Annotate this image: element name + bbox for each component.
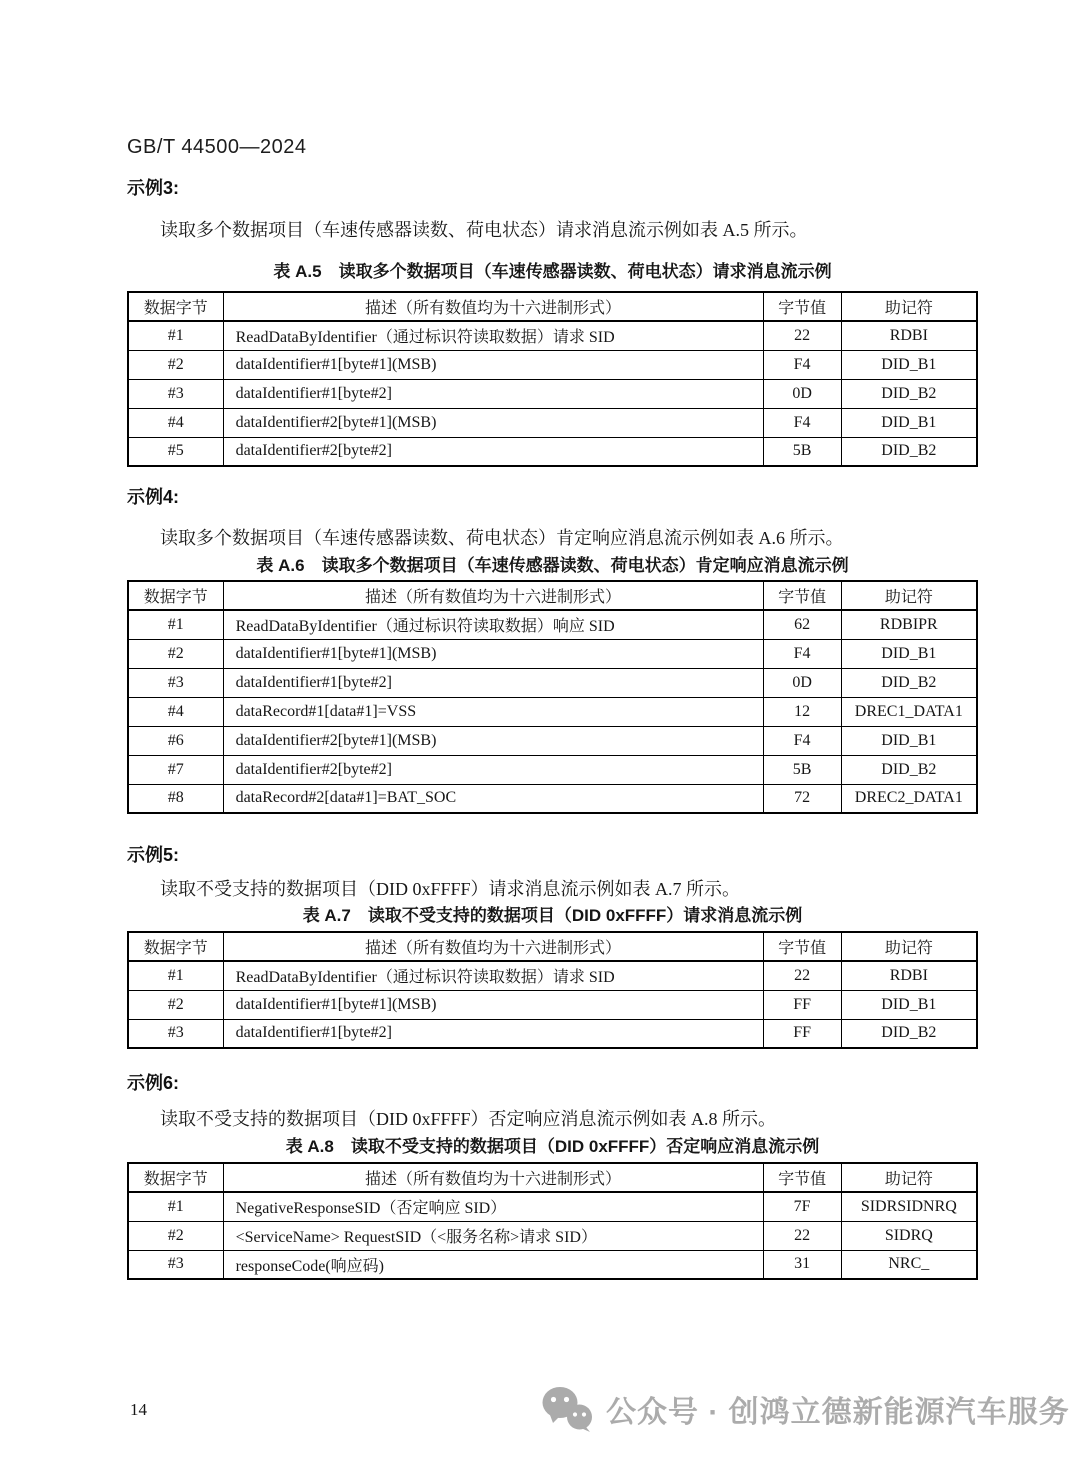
- table-row: [128, 408, 977, 437]
- table-cell: DID_B2: [841, 755, 977, 784]
- table-cell: SIDRQ: [841, 1221, 977, 1250]
- table-row: [128, 1250, 977, 1279]
- table-cell: #6: [128, 726, 223, 755]
- table-row: [128, 350, 977, 379]
- table-cell: 31: [763, 1250, 841, 1279]
- column-header: 助记符: [841, 1163, 977, 1192]
- table-cell: #2: [128, 350, 223, 379]
- table-cell: 12: [763, 697, 841, 726]
- table-cell: #7: [128, 755, 223, 784]
- example-label: 示例4:: [127, 487, 180, 507]
- table-row: [128, 784, 977, 813]
- table-cell: 62: [763, 610, 841, 639]
- table-cell: #1: [128, 1192, 223, 1221]
- watermark-text: 公众号 · 创鸿立德新能源汽车服务: [606, 1396, 1070, 1429]
- table-row: [128, 639, 977, 668]
- table-cell: RDBI: [841, 321, 977, 350]
- table-cell: SIDRSIDNRQ: [841, 1192, 977, 1221]
- table-cell: ReadDataByIdentifier（通过标识符读取数据）请求 SID: [223, 961, 763, 990]
- table-cell: 0D: [763, 668, 841, 697]
- doc-number: GB/T 44500—2024: [127, 136, 307, 158]
- table-cell: NRC_: [841, 1250, 977, 1279]
- column-header: 数据字节: [128, 292, 223, 321]
- table-cell: #5: [128, 437, 223, 466]
- table-cell: F4: [763, 408, 841, 437]
- example-section-3: [127, 178, 978, 467]
- example-label: 示例3:: [127, 178, 180, 198]
- table-cell: F4: [763, 639, 841, 668]
- column-header: 字节值: [763, 1163, 841, 1192]
- column-header: 字节值: [763, 292, 841, 321]
- table-cell: dataRecord#2[data#1]=BAT_SOC: [223, 784, 763, 813]
- table-cell: dataIdentifier#2[byte#1](MSB): [223, 408, 763, 437]
- column-header: 描述（所有数值均为十六进制形式）: [223, 932, 763, 961]
- column-header: 助记符: [841, 581, 977, 610]
- table-caption: 表 A.8 读取不受支持的数据项目（DID 0xFFFF）否定响应消息流示例: [285, 1137, 820, 1156]
- table-cell: 22: [763, 961, 841, 990]
- table-cell: <ServiceName> RequestSID（<服务名称>请求 SID）: [223, 1221, 763, 1250]
- table-cell: DREC1_DATA1: [841, 697, 977, 726]
- column-header: 描述（所有数值均为十六进制形式）: [223, 581, 763, 610]
- table-cell: #3: [128, 379, 223, 408]
- table-header-row: [128, 292, 977, 321]
- table-row: [128, 1221, 977, 1250]
- table-cell: FF: [763, 990, 841, 1019]
- column-header: 助记符: [841, 292, 977, 321]
- table-cell: dataIdentifier#1[byte#1](MSB): [223, 639, 763, 668]
- table-cell: F4: [763, 726, 841, 755]
- table-cell: responseCode(响应码): [223, 1250, 763, 1279]
- table-cell: dataIdentifier#2[byte#2]: [223, 755, 763, 784]
- table-cell: dataIdentifier#1[byte#2]: [223, 668, 763, 697]
- table-cell: RDBIPR: [841, 610, 977, 639]
- table-row: [128, 379, 977, 408]
- message-flow-table-a8: [127, 1162, 978, 1280]
- table-cell: 7F: [763, 1192, 841, 1221]
- example-section-4: [127, 487, 978, 814]
- table-cell: #2: [128, 639, 223, 668]
- example-label: 示例6:: [127, 1073, 180, 1093]
- column-header: 字节值: [763, 932, 841, 961]
- table-cell: 5B: [763, 755, 841, 784]
- column-header: 数据字节: [128, 1163, 223, 1192]
- table-cell: #1: [128, 961, 223, 990]
- message-flow-table-a7: [127, 931, 978, 1049]
- table-cell: dataIdentifier#1[byte#2]: [223, 1019, 763, 1048]
- table-row: [128, 961, 977, 990]
- table-cell: 72: [763, 784, 841, 813]
- column-header: 描述（所有数值均为十六进制形式）: [223, 1163, 763, 1192]
- table-row: [128, 990, 977, 1019]
- table-cell: dataIdentifier#2[byte#2]: [223, 437, 763, 466]
- example-paragraph: 读取多个数据项目（车速传感器读数、荷电状态）肯定响应消息流示例如表 A.6 所示。: [160, 528, 844, 548]
- example-section-6: [127, 1073, 978, 1280]
- page-number: 14: [130, 1400, 147, 1419]
- table-cell: dataIdentifier#2[byte#1](MSB): [223, 726, 763, 755]
- example-paragraph: 读取不受支持的数据项目（DID 0xFFFF）请求消息流示例如表 A.7 所示。: [160, 879, 741, 899]
- table-cell: dataIdentifier#1[byte#1](MSB): [223, 350, 763, 379]
- table-cell: #2: [128, 990, 223, 1019]
- table-caption: 表 A.7 读取不受支持的数据项目（DID 0xFFFF）请求消息流示例: [302, 906, 803, 925]
- column-header: 数据字节: [128, 932, 223, 961]
- table-cell: ReadDataByIdentifier（通过标识符读取数据）响应 SID: [223, 610, 763, 639]
- table-cell: DID_B2: [841, 437, 977, 466]
- example-section-5: [127, 845, 978, 1049]
- table-cell: 22: [763, 1221, 841, 1250]
- column-header: 数据字节: [128, 581, 223, 610]
- table-header-row: [128, 581, 977, 610]
- table-cell: #8: [128, 784, 223, 813]
- table-cell: #1: [128, 610, 223, 639]
- table-cell: #3: [128, 1019, 223, 1048]
- wechat-icon: [540, 1386, 596, 1432]
- table-cell: DID_B1: [841, 639, 977, 668]
- table-cell: DID_B1: [841, 408, 977, 437]
- table-cell: DID_B1: [841, 726, 977, 755]
- table-cell: DID_B2: [841, 379, 977, 408]
- column-header: 描述（所有数值均为十六进制形式）: [223, 292, 763, 321]
- table-cell: DID_B1: [841, 990, 977, 1019]
- table-cell: RDBI: [841, 961, 977, 990]
- table-cell: #3: [128, 668, 223, 697]
- column-header: 助记符: [841, 932, 977, 961]
- table-cell: #4: [128, 408, 223, 437]
- table-cell: 5B: [763, 437, 841, 466]
- table-row: [128, 726, 977, 755]
- table-cell: 22: [763, 321, 841, 350]
- table-row: [128, 1192, 977, 1221]
- table-cell: #1: [128, 321, 223, 350]
- table-caption: 表 A.6 读取多个数据项目（车速传感器读数、荷电状态）肯定响应消息流示例: [256, 556, 849, 575]
- table-header-row: [128, 1163, 977, 1192]
- table-cell: dataIdentifier#1[byte#1](MSB): [223, 990, 763, 1019]
- table-cell: ReadDataByIdentifier（通过标识符读取数据）请求 SID: [223, 321, 763, 350]
- table-row: [128, 668, 977, 697]
- table-cell: 0D: [763, 379, 841, 408]
- table-cell: FF: [763, 1019, 841, 1048]
- table-row: [128, 321, 977, 350]
- column-header: 字节值: [763, 581, 841, 610]
- table-header-row: [128, 932, 977, 961]
- example-paragraph: 读取不受支持的数据项目（DID 0xFFFF）否定响应消息流示例如表 A.8 所示。: [160, 1109, 777, 1129]
- table-cell: NegativeResponseSID（否定响应 SID）: [223, 1192, 763, 1221]
- example-paragraph: 读取多个数据项目（车速传感器读数、荷电状态）请求消息流示例如表 A.5 所示。: [160, 220, 808, 240]
- table-cell: DREC2_DATA1: [841, 784, 977, 813]
- table-row: [128, 697, 977, 726]
- table-cell: DID_B1: [841, 350, 977, 379]
- table-row: [128, 437, 977, 466]
- table-cell: F4: [763, 350, 841, 379]
- message-flow-table-a6: [127, 580, 978, 814]
- example-label: 示例5:: [127, 845, 180, 865]
- table-cell: DID_B2: [841, 1019, 977, 1048]
- table-row: [128, 1019, 977, 1048]
- table-cell: #3: [128, 1250, 223, 1279]
- table-row: [128, 755, 977, 784]
- table-cell: DID_B2: [841, 668, 977, 697]
- table-row: [128, 610, 977, 639]
- table-caption: 表 A.5 读取多个数据项目（车速传感器读数、荷电状态）请求消息流示例: [273, 262, 832, 281]
- table-cell: #2: [128, 1221, 223, 1250]
- message-flow-table-a5: [127, 291, 978, 467]
- table-cell: #4: [128, 697, 223, 726]
- watermark: [540, 1386, 1070, 1432]
- table-cell: dataIdentifier#1[byte#2]: [223, 379, 763, 408]
- table-cell: dataRecord#1[data#1]=VSS: [223, 697, 763, 726]
